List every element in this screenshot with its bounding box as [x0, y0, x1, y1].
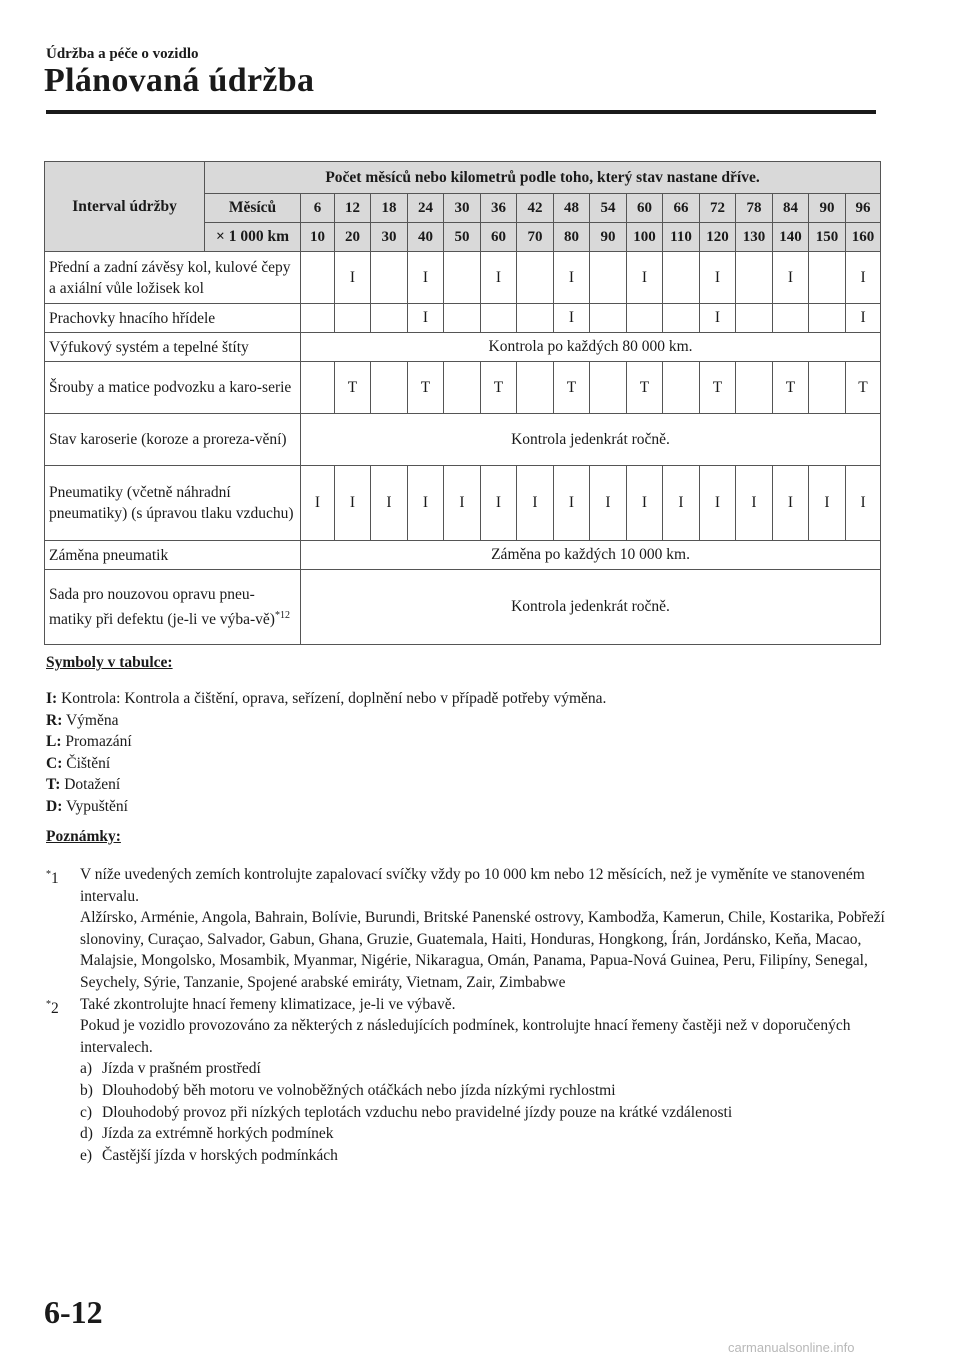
- table-cell: I: [481, 466, 517, 541]
- table-cell: I: [444, 466, 481, 541]
- month-header: 18: [371, 194, 408, 223]
- section-header: Údržba a péče o vozidlo: [46, 46, 199, 62]
- note-1-marker: *1: [46, 869, 59, 888]
- month-header: 30: [444, 194, 481, 223]
- row-label-text: Výfukový systém a tepelné štíty: [49, 338, 249, 356]
- row-label: [45, 570, 301, 645]
- table-cell: [627, 304, 663, 333]
- table-cell: T: [554, 362, 590, 414]
- table-cell: [371, 362, 408, 414]
- page-number: 6-12: [44, 1294, 103, 1330]
- km-label: × 1 000 km: [205, 223, 301, 252]
- table-cell: I: [627, 466, 663, 541]
- row-label-text: Sada pro nouzovou opravu pneu-matiky při defektu (je-li ve výba-vě): [49, 585, 275, 629]
- km-header: 50: [444, 223, 481, 252]
- table-cell: I: [773, 466, 809, 541]
- km-header: 160: [846, 223, 881, 252]
- month-header: 24: [408, 194, 444, 223]
- table-cell: [301, 362, 335, 414]
- km-header: 30: [371, 223, 408, 252]
- month-header: 60: [627, 194, 663, 223]
- km-header: 110: [663, 223, 700, 252]
- row-label-text: Záměna pneumatik: [49, 546, 169, 564]
- note-2-item-text: Dlouhodobý běh motoru ve volnoběžných otáčkách nebo jízda nízkými rychlostmi: [102, 1081, 616, 1099]
- table-cell: [736, 362, 773, 414]
- table-cell: I: [335, 252, 371, 304]
- row-label-text: Šrouby a matice podvozku a karo-serie: [49, 379, 292, 396]
- table-cell: [444, 362, 481, 414]
- table-cell: [663, 252, 700, 304]
- table-cell: T: [773, 362, 809, 414]
- table-cell: I: [481, 252, 517, 304]
- km-header: 130: [736, 223, 773, 252]
- table-cell: [481, 304, 517, 333]
- table-cell: T: [481, 362, 517, 414]
- row-label: [45, 541, 301, 570]
- symbol-text: Dotažení: [64, 776, 121, 794]
- row-label: [45, 362, 301, 414]
- row-label-text: Přední a zadní závěsy kol, kulové čepy a axiální vůle ložisek kol: [49, 258, 291, 297]
- table-cell: [517, 304, 554, 333]
- note-2-conditions: Pokud je vozidlo provozováno za některých z následujících podmínek, kontrolujte hnací řemeny častěji než v doporučených intervalech.: [80, 1017, 851, 1056]
- table-cell: I: [335, 466, 371, 541]
- note-2: [46, 994, 886, 1167]
- km-header: 40: [408, 223, 444, 252]
- km-header: 100: [627, 223, 663, 252]
- note-1-countries: Alžírsko, Arménie, Angola, Bahrain, Bolívie, Burundi, Britské Panenské ostrovy, Kambodža, Kamerun, Chile, Kostarika, Pobřeží slonoviny, Curaçao, Salvador, Gabun, Ghana, Gruzie, Guatemala, Haiti, Honduras, Hongkong, Írán, Jordánsko, Keňa, Macao, Malajsie, Mongolsko, Mosambik, Myanmar, Nigérie, Nikaragua, Omán, Panama, Papua-Nová Guinea, Peru, Filipíny, Senegal, Seychely, Sýrie, Tanzanie, Spojené arabské emiráty, Vietnam, Zair, Zimbabwe: [80, 909, 885, 991]
- table-row: [45, 333, 881, 362]
- month-header: 84: [773, 194, 809, 223]
- table-cell: [773, 304, 809, 333]
- note-2-item-letter: d): [80, 1125, 93, 1143]
- symbol-key: L:: [46, 733, 62, 751]
- table-row: [45, 541, 881, 570]
- month-header: 48: [554, 194, 590, 223]
- note-2-items: [80, 1058, 886, 1166]
- row-label: [45, 333, 301, 362]
- table-cell: I: [554, 466, 590, 541]
- table-row: [45, 304, 881, 333]
- month-header: 12: [335, 194, 371, 223]
- symbol-key: T:: [46, 776, 61, 794]
- row-label: [45, 414, 301, 466]
- table-cell: [590, 362, 627, 414]
- note-2-item-letter: e): [80, 1146, 93, 1164]
- note-2-text: Také zkontrolujte hnací řemeny klimatizace, je-li ve výbavě.: [80, 995, 456, 1013]
- symbols-heading: Symboly v tabulce:: [46, 654, 173, 671]
- symbol-item: [46, 796, 606, 818]
- table-row: [45, 466, 881, 541]
- km-header: 20: [335, 223, 371, 252]
- note-1-text: V níže uvedených zemích kontrolujte zapalovací svíčky vždy po 10 000 km nebo 12 měsících, než je vyměníte ve stanoveném intervalu.: [80, 866, 865, 905]
- symbol-item: [46, 753, 606, 775]
- km-header: 150: [809, 223, 846, 252]
- month-header: 36: [481, 194, 517, 223]
- row-label-text: Prachovky hnacího hřídele: [49, 309, 216, 327]
- table-cell: I: [301, 466, 335, 541]
- table-cell: [371, 304, 408, 333]
- symbol-key: I:: [46, 690, 58, 707]
- row-label: [45, 304, 301, 333]
- table-cell: [301, 252, 335, 304]
- notes-heading: Poznámky:: [46, 828, 121, 845]
- table-cell: [335, 304, 371, 333]
- table-cell: T: [700, 362, 736, 414]
- table-cell: [590, 304, 627, 333]
- note-2-item: [80, 1102, 886, 1124]
- table-cell: I: [371, 466, 408, 541]
- table-cell: I: [408, 252, 444, 304]
- page-title: Plánovaná údržba: [44, 62, 315, 99]
- note-2-item-letter: c): [80, 1103, 93, 1121]
- km-header: 70: [517, 223, 554, 252]
- symbol-item: [46, 710, 606, 732]
- table-cell: [444, 304, 481, 333]
- table-cell: [736, 304, 773, 333]
- table-cell: I: [590, 466, 627, 541]
- km-header: 10: [301, 223, 335, 252]
- symbols-list: [46, 688, 606, 818]
- table-cell: [590, 252, 627, 304]
- interval-header: Interval údržby: [45, 162, 205, 252]
- table-cell: [301, 304, 335, 333]
- table-row: [45, 252, 881, 304]
- note-2-item-letter: a): [80, 1060, 93, 1078]
- row-label: [45, 252, 301, 304]
- symbol-item: [46, 731, 606, 753]
- note-2-item-text: Častější jízda v horských podmínkách: [102, 1146, 338, 1164]
- table-cell: I: [408, 466, 444, 541]
- table-cell: T: [335, 362, 371, 414]
- table-cell: I: [846, 252, 881, 304]
- table-cell: [371, 252, 408, 304]
- table-cell: T: [408, 362, 444, 414]
- note-2-item-text: Jízda v prašném prostředí: [102, 1060, 261, 1078]
- month-header: 42: [517, 194, 554, 223]
- table-cell: [444, 252, 481, 304]
- symbol-text: Čištění: [66, 754, 111, 772]
- symbol-key: C:: [46, 754, 63, 772]
- months-label: Měsíců: [205, 194, 301, 223]
- km-header: 140: [773, 223, 809, 252]
- symbol-key: R:: [46, 711, 63, 729]
- note-2-item: [80, 1123, 886, 1145]
- symbol-item: [46, 774, 606, 796]
- table-cell: I: [627, 252, 663, 304]
- month-header: 78: [736, 194, 773, 223]
- watermark: carmanualsonline.info: [728, 1340, 855, 1355]
- month-header: 66: [663, 194, 700, 223]
- table-cell: [809, 304, 846, 333]
- table-cell: [809, 252, 846, 304]
- symbol-key: D:: [46, 797, 63, 815]
- table-cell: I: [700, 304, 736, 333]
- table-row: [45, 570, 881, 645]
- km-header: 80: [554, 223, 590, 252]
- note-2-item: [80, 1058, 886, 1080]
- symbol-text: Kontrola: Kontrola a čištění, oprava, seřízení, doplnění nebo v případě potřeby výměna.: [61, 690, 607, 707]
- table-cell: I: [809, 466, 846, 541]
- note-2-item: [80, 1145, 886, 1167]
- table-row: [45, 414, 881, 466]
- month-header: 96: [846, 194, 881, 223]
- month-header: 6: [301, 194, 335, 223]
- table-cell: I: [773, 252, 809, 304]
- note-2-item-text: Dlouhodobý provoz při nízkých teplotách vzduchu nebo pravidelné jízdy pouze na krátké vzdálenosti: [102, 1103, 733, 1121]
- note-2-item-letter: b): [80, 1081, 93, 1099]
- km-header: 60: [481, 223, 517, 252]
- row-span-cell: Kontrola po každých 80 000 km.: [301, 333, 881, 362]
- table-cell: I: [663, 466, 700, 541]
- month-header: 54: [590, 194, 627, 223]
- table-cell: I: [700, 466, 736, 541]
- maintenance-table: [44, 161, 881, 645]
- km-header: 120: [700, 223, 736, 252]
- symbol-text: Vypuštění: [65, 797, 128, 815]
- table-cell: I: [700, 252, 736, 304]
- km-header: 90: [590, 223, 627, 252]
- month-header: 72: [700, 194, 736, 223]
- row-label: [45, 466, 301, 541]
- month-header: 90: [809, 194, 846, 223]
- note-2-item-text: Jízda za extrémně horkých podmínek: [102, 1125, 334, 1143]
- row-span-cell: Kontrola jedenkrát ročně.: [301, 414, 881, 466]
- table-cell: [663, 362, 700, 414]
- row-span-cell: Záměna po každých 10 000 km.: [301, 541, 881, 570]
- row-span-cell: Kontrola jedenkrát ročně.: [301, 570, 881, 645]
- span-header: Počet měsíců nebo kilometrů podle toho, který stav nastane dříve.: [205, 162, 881, 194]
- table-cell: I: [408, 304, 444, 333]
- notes-list: [46, 864, 886, 1166]
- note-2-marker: *2: [46, 998, 59, 1017]
- table-cell: I: [554, 304, 590, 333]
- table-cell: [517, 362, 554, 414]
- table-cell: I: [846, 466, 881, 541]
- table-cell: I: [517, 466, 554, 541]
- table-cell: I: [736, 466, 773, 541]
- table-cell: [736, 252, 773, 304]
- row-footnote-ref: *12: [274, 609, 290, 621]
- symbol-text: Promazání: [65, 733, 132, 751]
- table-row: [45, 362, 881, 414]
- symbol-text: Výměna: [65, 711, 119, 729]
- table-cell: I: [846, 304, 881, 333]
- note-2-item: [80, 1080, 886, 1102]
- table-cell: I: [554, 252, 590, 304]
- table-cell: [809, 362, 846, 414]
- row-label-text: Stav karoserie (koroze a proreza-vění): [49, 431, 287, 448]
- table-cell: T: [846, 362, 881, 414]
- note-1: [46, 864, 886, 994]
- table-cell: [663, 304, 700, 333]
- table-cell: [517, 252, 554, 304]
- table-cell: T: [627, 362, 663, 414]
- row-label-text: Pneumatiky (včetně náhradní pneumatiky) (s úpravou tlaku vzduchu): [49, 484, 294, 522]
- title-rule: [46, 110, 876, 114]
- symbol-item: [46, 688, 606, 710]
